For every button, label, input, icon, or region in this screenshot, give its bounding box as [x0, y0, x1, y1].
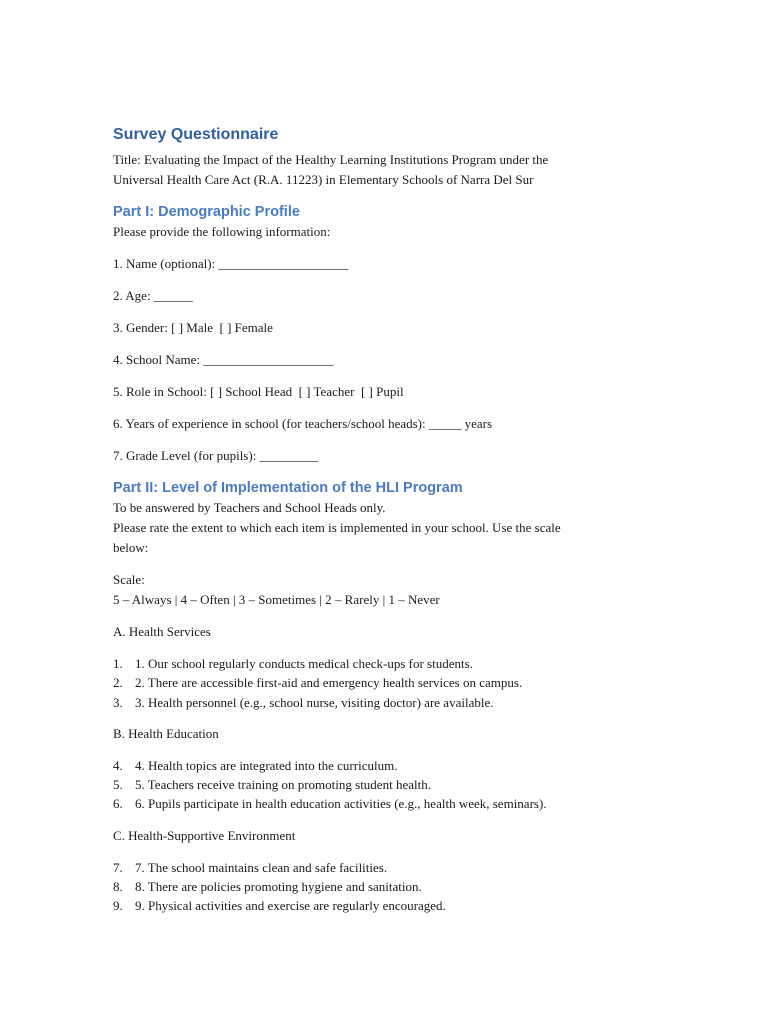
list-item: 7. 7. The school maintains clean and safe facilities.: [113, 859, 388, 875]
section-title-health-supportive-environment: C. Health-Supportive Environment: [113, 827, 296, 843]
survey-title: Survey Questionnaire: [113, 126, 279, 143]
list-item: 8. 8. There are policies promoting hygiene and sanitation.: [113, 879, 422, 895]
list-item: 5. 5. Teachers receive training on promoting student health.: [113, 777, 431, 793]
scale-label: Scale:: [113, 572, 145, 587]
list-item: 2. 2. There are accessible first-aid and emergency health services on campus.: [113, 675, 523, 691]
part2-heading: Part II: Level of Implementation of the HLI Program: [113, 480, 463, 496]
list-item: 9. 9. Physical activities and exercise are regularly encouraged.: [113, 898, 446, 914]
scale-values: 5 – Always | 4 – Often | 3 – Sometimes | 2 – Rarely | 1 – Never: [113, 592, 440, 607]
list-health-education: [113, 756, 653, 814]
list-item: 1. 1. Our school regularly conducts medical check-ups for students.: [113, 656, 473, 671]
part2-line-3: below:: [113, 540, 149, 555]
list-health-services: [113, 654, 653, 712]
part2-line-2: Please rate the extent to which each item is implemented in your school. Use the scale: [113, 520, 561, 535]
list-item: 6. 6. Pupils participate in health education activities (e.g., health week, seminars).: [113, 796, 547, 812]
demographic-item-school-name: 4. School Name: ____________________: [113, 352, 334, 367]
part1-heading: Part I: Demographic Profile: [113, 204, 300, 220]
demographic-item-experience: 6. Years of experience in school (for teachers/school heads): _____ years: [113, 416, 493, 431]
part1-intro: Please provide the following information:: [113, 224, 331, 239]
list-item: 4. 4. Health topics are integrated into the curriculum.: [113, 757, 398, 773]
list-item: 3. 3. Health personnel (e.g., school nurse, visiting doctor) are available.: [113, 694, 494, 710]
demographic-item-name: 1. Name (optional): ____________________: [113, 256, 349, 271]
demographic-item-age: 2. Age: ______: [113, 288, 193, 303]
subtitle-line-1: Title: Evaluating the Impact of the Healthy Learning Institutions Program under the: [113, 152, 549, 167]
demographic-item-gender: 3. Gender: [ ] Male [ ] Female: [113, 320, 273, 335]
part2-line-1: To be answered by Teachers and School Heads only.: [113, 500, 386, 515]
subtitle-line-2: Universal Health Care Act (R.A. 11223) in Elementary Schools of Narra Del Sur: [113, 172, 534, 187]
demographic-item-grade-level: 7. Grade Level (for pupils): _________: [113, 448, 319, 463]
document-page: [113, 124, 653, 916]
section-title-health-services: A. Health Services: [113, 624, 211, 639]
list-health-supportive-environment: [113, 858, 653, 916]
demographic-item-role: 5. Role in School: [ ] School Head [ ] Teacher [ ] Pupil: [113, 384, 404, 399]
section-title-health-education: B. Health Education: [113, 725, 219, 741]
